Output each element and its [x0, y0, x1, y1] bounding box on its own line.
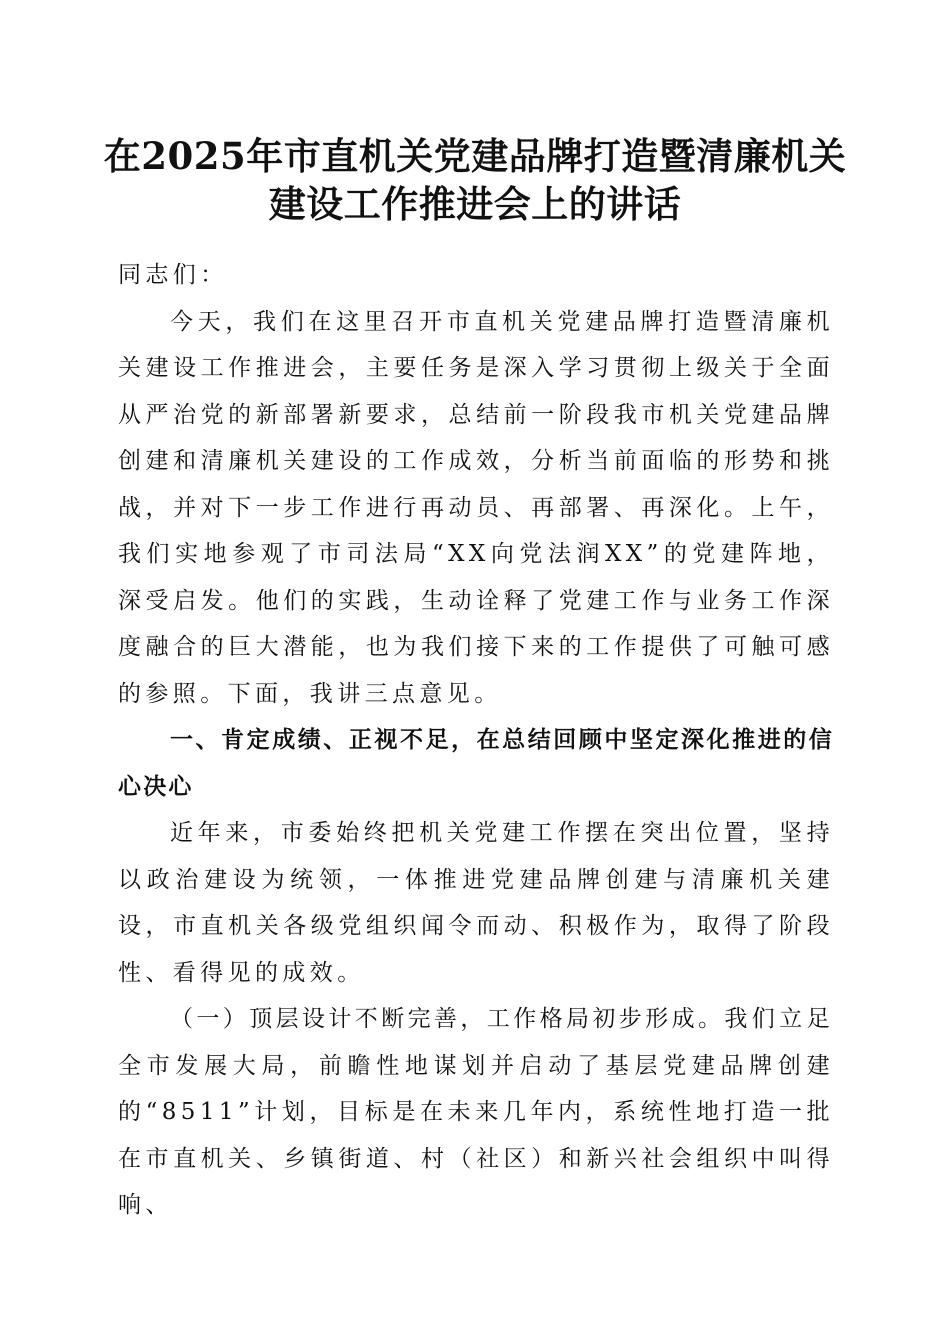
- subsection-1-text: 我们立足全市发展大局，前瞻性地谋划并启动了基层党建品牌创建的“8511”计划，目标是在未来几年内，系统性地打造一批在市直机关、乡镇街道、村（社区）和新兴社会组织中叫得响、: [118, 1006, 835, 1218]
- document-body: [118, 252, 834, 1229]
- section-heading-1: 一、肯定成绩、正视不足，在总结回顾中坚定深化推进的信心决心: [118, 727, 834, 800]
- salutation: 同志们：: [118, 262, 228, 288]
- paragraph-review: 近年来，市委始终把机关党建工作摆在突出位置，坚持以政治建设为统领，一体推进党建品牌创建与清廉机关建设，市直机关各级党组织闻令而动、积极作为，取得了阶段性、看得见的成效。: [118, 820, 834, 986]
- title-line-2: 建设工作推进会上的讲话: [268, 182, 682, 226]
- title-line-1: 在2025年市直机关党建品牌打造暨清廉机关: [103, 134, 847, 178]
- paragraph-opening: 今天，我们在这里召开市直机关党建品牌打造暨清廉机关建设工作推进会，主要任务是深入学习贯彻上级关于全面从严治党的新部署新要求，总结前一阶段我市机关党建品牌创建和清廉机关建设的工作成效，分析当前面临的形势和挑战，并对下一步工作进行再动员、再部署、再深化。上午，我们实地参观了市司法局“XX向党法润XX”的党建阵地，深受启发。他们的实践，生动诠释了党建工作与业务工作深度融合的巨大潜能，也为我们接下来的工作提供了可触可感的参照。下面，我讲三点意见。: [118, 308, 834, 707]
- document-title: [80, 132, 870, 228]
- subsection-1-lead: （一）顶层设计不断完善，工作格局初步形成。: [170, 1006, 725, 1032]
- paragraph-subsection-1: [118, 996, 834, 1229]
